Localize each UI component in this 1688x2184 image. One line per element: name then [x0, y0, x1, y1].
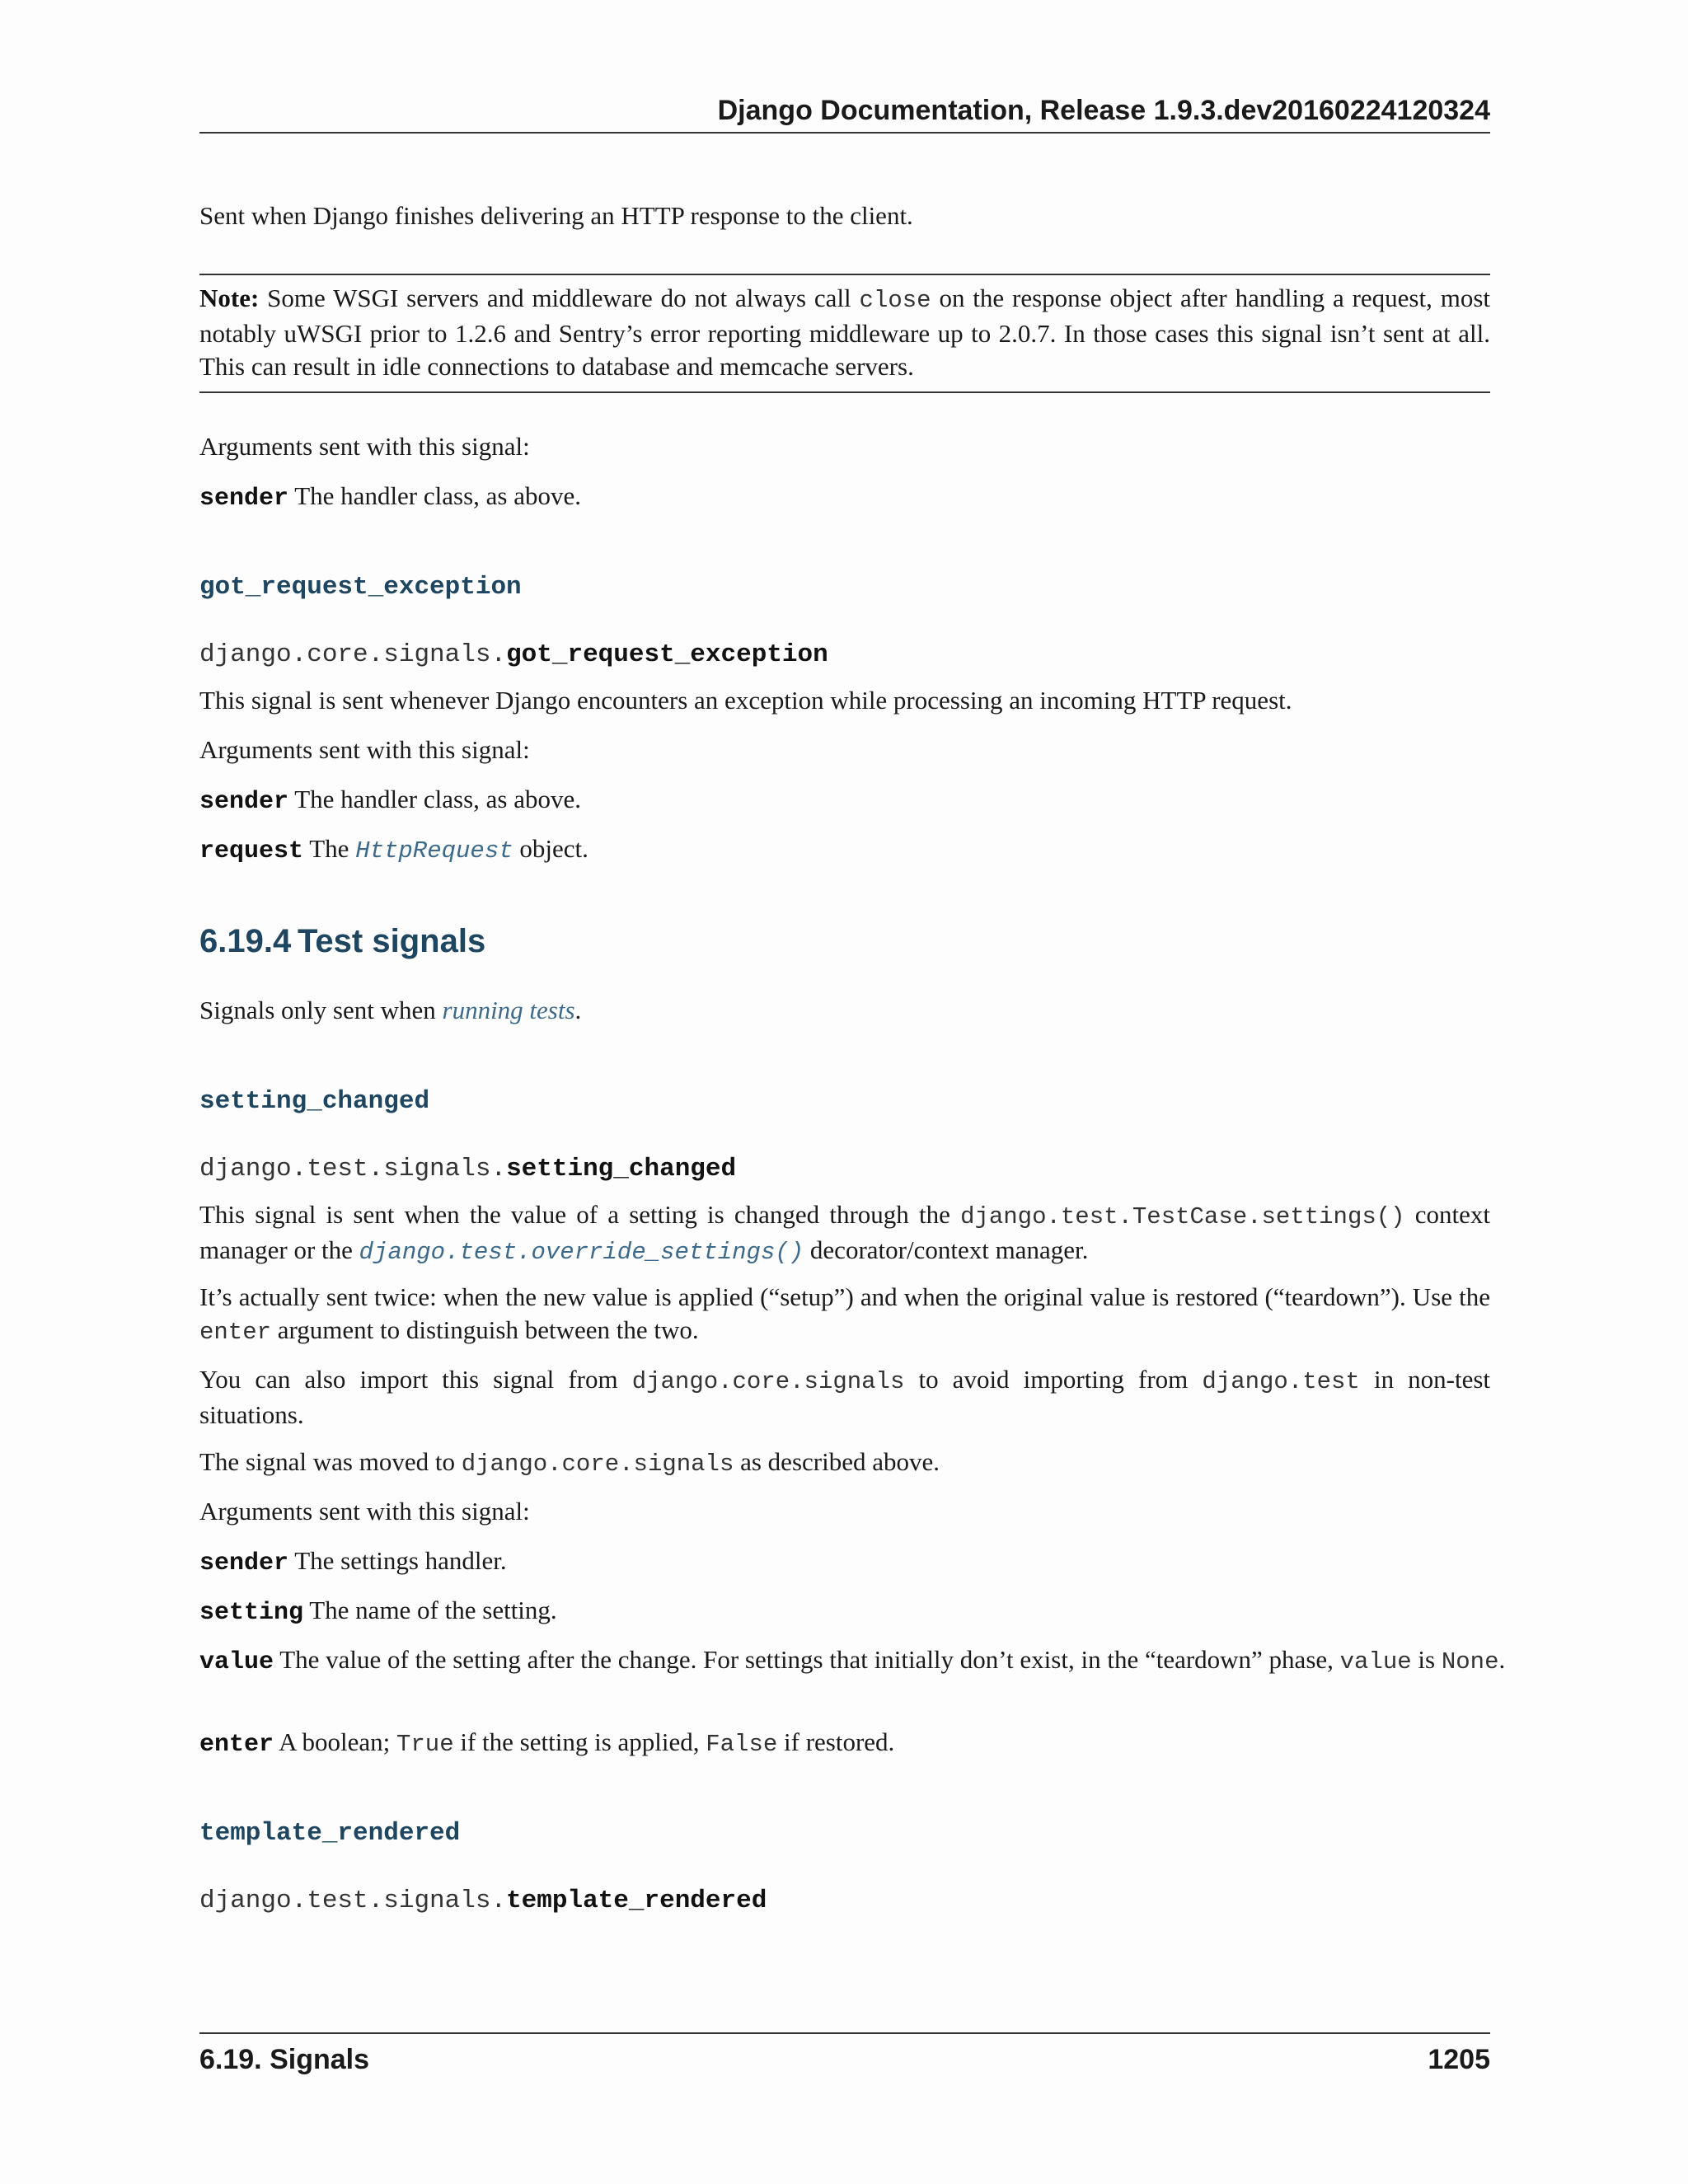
field-desc: The name of the setting. — [309, 1596, 557, 1624]
field-sender-2 — [199, 783, 1490, 818]
text: in non-test situations. — [199, 1365, 1491, 1429]
text: . — [1498, 1645, 1506, 1674]
code-enter: enter — [199, 1319, 272, 1346]
intro-text: Signals only sent when — [199, 996, 436, 1024]
intro-end: . — [574, 996, 582, 1024]
header-title: Django Documentation, Release 1.9.3.dev20160224120324 — [717, 95, 1490, 126]
test-signals-intro — [199, 994, 1490, 1027]
field-desc-pre: The — [309, 834, 349, 863]
signature-prefix: django.test.signals. — [199, 1886, 507, 1915]
field-sender-1 — [199, 480, 1490, 515]
signature-prefix: django.test.signals. — [199, 1155, 507, 1183]
text: as described above. — [740, 1447, 940, 1476]
field-desc: The settings handler. — [294, 1546, 507, 1575]
note-text-2: on the response object after handling a request, most notably uWSGI prior to 1.2.6 and Sentry’s error reporting middleware up to 2.0.7. In those cases this signal isn’t sent at all. This can result in idle connections to database and memcache servers. — [199, 284, 1491, 381]
code-django-test: django.test — [1202, 1368, 1360, 1395]
heading-setting-changed[interactable] — [199, 1083, 1490, 1118]
field-term: enter — [199, 1731, 274, 1759]
signal-signature-setting-changed — [199, 1151, 1490, 1186]
field-sender-3 — [199, 1544, 1490, 1580]
section-title: Test signals — [297, 923, 486, 959]
text: argument to distinguish between the two. — [277, 1315, 699, 1344]
text: to avoid importing from — [918, 1365, 1189, 1394]
field-term: sender — [199, 485, 289, 513]
text: context manager or the — [199, 1200, 1490, 1264]
code-testcase-settings: django.test.TestCase.settings() — [960, 1203, 1405, 1230]
field-desc: The value of the setting after the change. For settings that initially don’t exist, in the “teardown” phase, — [279, 1645, 1334, 1674]
field-term: setting — [199, 1599, 304, 1627]
code-false: False — [706, 1731, 778, 1758]
intro-paragraph: Sent when Django finishes delivering an HTTP response to the client. — [199, 201, 913, 230]
field-desc: The handler class, as above. — [294, 481, 581, 510]
page-footer — [199, 2032, 1490, 2076]
signature-name: got_request_exception — [506, 640, 828, 669]
setting-changed-p3 — [199, 1363, 1490, 1432]
heading-got-request-exception[interactable] — [199, 569, 1490, 604]
text: You can also import this signal from — [199, 1365, 618, 1394]
code-core-signals: django.core.signals — [461, 1451, 734, 1478]
override-settings-link[interactable]: django.test.override_settings() — [359, 1239, 804, 1266]
field-desc-post: object. — [519, 834, 588, 863]
field-term: sender — [199, 1549, 289, 1577]
running-tests-link[interactable]: running tests — [442, 996, 575, 1024]
text: A boolean; — [279, 1727, 391, 1756]
code-true: True — [396, 1731, 454, 1758]
signal-signature-got-request-exception — [199, 636, 1490, 672]
field-term: sender — [199, 788, 289, 816]
args-intro-3: Arguments sent with this signal: — [199, 1497, 530, 1526]
section-heading: got_request_exception — [199, 573, 522, 602]
signal-signature-template-rendered — [199, 1882, 1490, 1918]
field-desc: The handler class, as above. — [294, 785, 581, 813]
setting-changed-p1 — [199, 1198, 1490, 1269]
field-term: value — [199, 1648, 274, 1676]
signature-prefix: django.core.signals. — [199, 640, 507, 669]
text: if the setting is applied, — [460, 1727, 700, 1756]
got-request-exception-desc: This signal is sent whenever Django encounters an exception while processing an incoming HTTP request. — [199, 686, 1292, 715]
field-enter — [199, 1726, 1490, 1761]
signature-name: setting_changed — [506, 1155, 737, 1183]
footer-page-number: 1205 — [1428, 2044, 1490, 2075]
code-core-signals: django.core.signals — [631, 1368, 905, 1395]
code-value: value — [1339, 1648, 1412, 1675]
note-label: Note: — [199, 284, 260, 312]
document-page — [199, 0, 1506, 2184]
text: decorator/context manager. — [809, 1235, 1089, 1264]
note-text-1: Some WSGI servers and middleware do not always call — [267, 284, 851, 312]
args-intro-1: Arguments sent with this signal: — [199, 432, 530, 461]
heading-template-rendered[interactable] — [199, 1815, 1490, 1850]
httprequest-link[interactable]: HttpRequest — [355, 837, 513, 865]
section-heading-test-signals[interactable] — [199, 921, 1490, 963]
setting-changed-p2 — [199, 1281, 1490, 1349]
field-term: request — [199, 837, 304, 865]
code-none: None — [1441, 1648, 1499, 1675]
text: It’s actually sent twice: when the new value is applied (“setup”) and when the original value is restored (“teardown”). Use the — [199, 1282, 1490, 1311]
args-intro-2: Arguments sent with this signal: — [199, 735, 530, 764]
signature-name: template_rendered — [506, 1886, 767, 1915]
field-request — [199, 832, 1490, 868]
note-box — [199, 274, 1490, 393]
section-heading: setting_changed — [199, 1087, 430, 1116]
field-value — [199, 1643, 1559, 1679]
text: is — [1418, 1645, 1436, 1674]
field-setting — [199, 1594, 1490, 1629]
note-code-close: close — [859, 287, 931, 314]
setting-changed-p4 — [199, 1446, 1490, 1481]
text: This signal is sent when the value of a setting is changed through the — [199, 1200, 950, 1229]
section-heading: template_rendered — [199, 1819, 461, 1848]
footer-section: 6.19. Signals — [199, 2044, 369, 2075]
text: if restored. — [784, 1727, 895, 1756]
text: The signal was moved to — [199, 1447, 455, 1476]
page-header — [199, 92, 1490, 134]
section-number: 6.19.4 — [199, 923, 292, 959]
